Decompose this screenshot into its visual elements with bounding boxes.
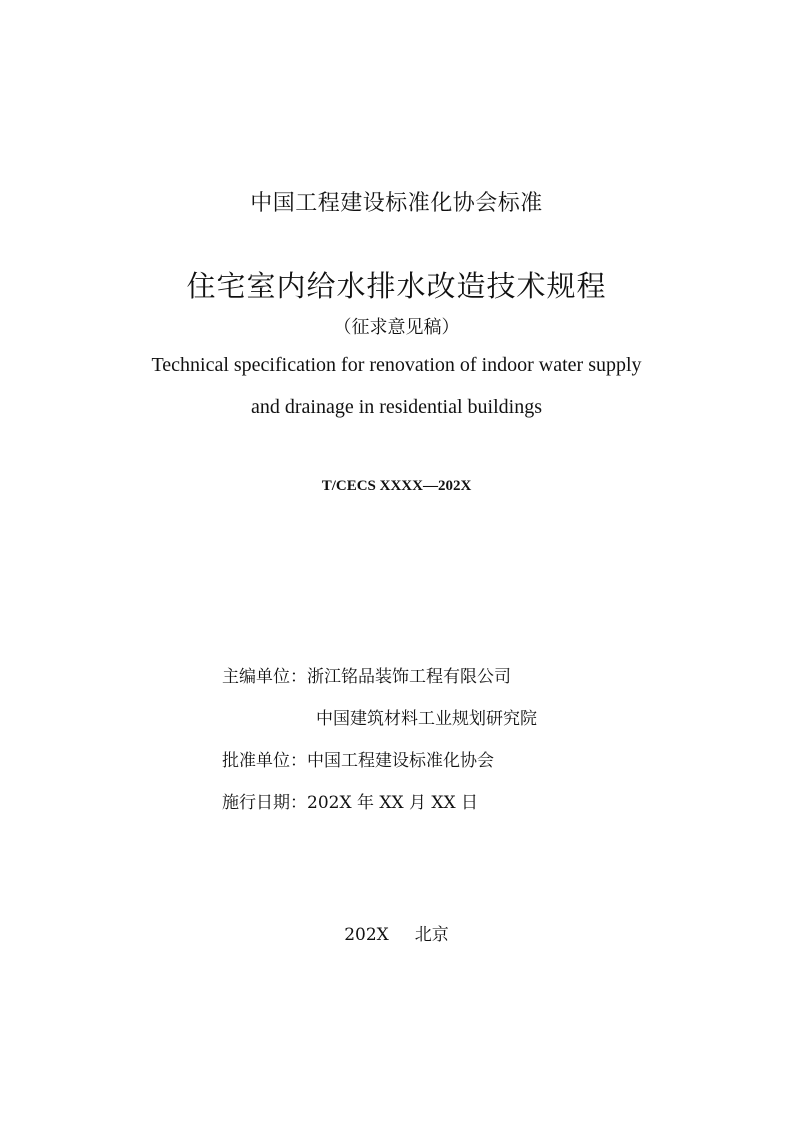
effective-date-label: 施行日期： bbox=[222, 793, 307, 813]
document-title-chinese: 住宅室内给水排水改造技术规程 bbox=[186, 269, 607, 303]
standard-code: T/CECS XXXX—202X bbox=[321, 478, 472, 494]
footer bbox=[0, 920, 793, 945]
draft-status: （征求意见稿） bbox=[333, 317, 460, 338]
chief-editor-row-2 bbox=[316, 708, 537, 730]
chief-editor-1: 浙江铭品装饰工程有限公司 bbox=[307, 667, 511, 687]
approver-name: 中国工程建设标准化协会 bbox=[307, 751, 494, 771]
chief-editor-label: 主编单位： bbox=[222, 667, 307, 687]
effective-date: 202X 年 XX 月 XX 日 bbox=[307, 793, 478, 813]
chief-editor-2: 中国建筑材料工业规划研究院 bbox=[316, 709, 537, 729]
footer-city: 北京 bbox=[414, 925, 449, 945]
document-title-english-line2: and drainage in residential buildings bbox=[250, 396, 543, 418]
chief-editor-row bbox=[222, 666, 511, 688]
organization-standard-heading: 中国工程建设标准化协会标准 bbox=[250, 191, 543, 216]
footer-year: 202X bbox=[344, 925, 389, 945]
approver-row bbox=[222, 750, 494, 772]
document-title-english-line1: Technical specification for renovation of indoor water supply bbox=[151, 354, 642, 376]
approver-label: 批准单位： bbox=[222, 751, 307, 771]
effective-date-row bbox=[222, 792, 478, 814]
